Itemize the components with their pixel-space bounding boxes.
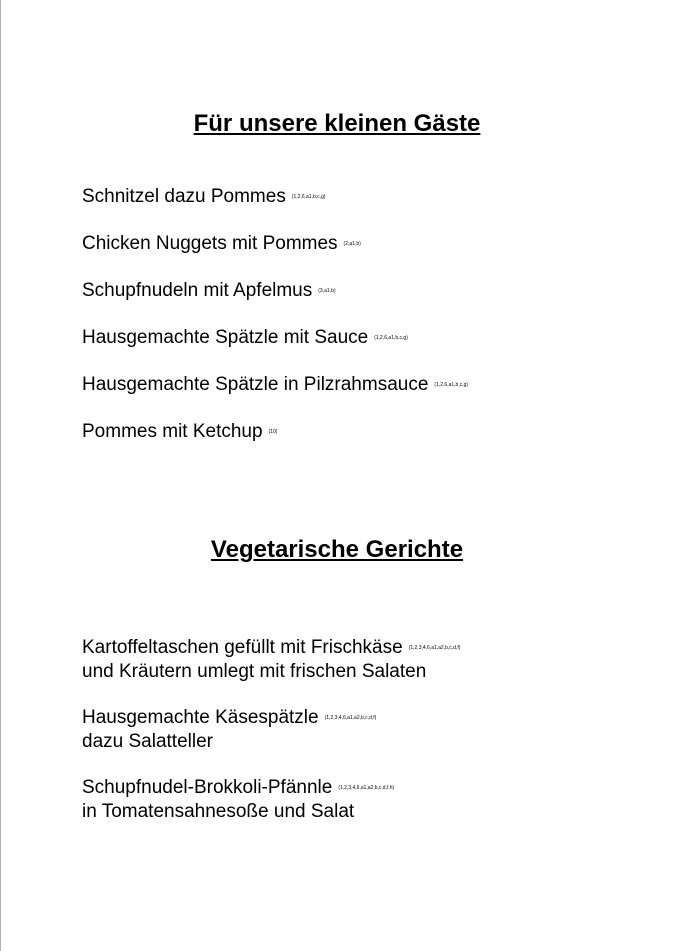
- menu-item: [82, 232, 361, 256]
- item-name: Pommes mit Ketchup: [82, 421, 263, 442]
- item-name: Kartoffeltaschen gefüllt mit Frischkäse: [82, 637, 403, 658]
- veg-section-title: Vegetarische Gerichte: [210, 536, 464, 563]
- allergen-code: (10): [268, 429, 278, 435]
- item-description: in Tomatensahnesoße und Salat: [82, 801, 355, 822]
- allergen-code: (2,a1,b): [343, 241, 361, 247]
- allergen-code: (1,2,6,a1,b,c,g): [374, 335, 408, 341]
- menu-item: [82, 373, 468, 397]
- item-description: dazu Salatteller: [82, 731, 213, 752]
- menu-item: [82, 706, 376, 753]
- menu-item: [82, 326, 408, 350]
- allergen-code: (3,a1,b): [318, 288, 336, 294]
- item-name: Hausgemachte Spätzle in Pilzrahmsauce: [82, 374, 429, 395]
- item-description: und Kräutern umlegt mit frischen Salaten: [82, 661, 427, 682]
- menu-item: [82, 420, 277, 444]
- page-edge: [0, 0, 1, 951]
- allergen-code: (1,2,3,4,6,a1,a2,b,c,d,f,h): [338, 785, 395, 791]
- allergen-code: (1,2,6,a1,b,c,g): [291, 194, 326, 200]
- menu-item: [82, 279, 335, 303]
- allergen-code: (1,2,3,4,6,a1,a2,b,c,d,f): [408, 645, 461, 651]
- allergen-code: (1,2,3,4,6,a1,a2,b,c,d,f): [324, 715, 377, 721]
- menu-item: [82, 185, 325, 209]
- item-name: Chicken Nuggets mit Pommes: [82, 233, 338, 254]
- item-name: Schnitzel dazu Pommes: [82, 186, 286, 207]
- item-name: Schupfnudel-Brokkoli-Pfännle: [82, 777, 333, 798]
- item-name: Hausgemachte Spätzle mit Sauce: [82, 327, 369, 348]
- kids-section-title: Für unsere kleinen Gäste: [193, 110, 481, 137]
- item-name: Hausgemachte Käsespätzle: [82, 707, 319, 728]
- item-name: Schupfnudeln mit Apfelmus: [82, 280, 313, 301]
- allergen-code: (1,2,6,a1,b,c,g): [434, 382, 469, 388]
- menu-item: [82, 776, 394, 823]
- menu-item: [82, 636, 460, 683]
